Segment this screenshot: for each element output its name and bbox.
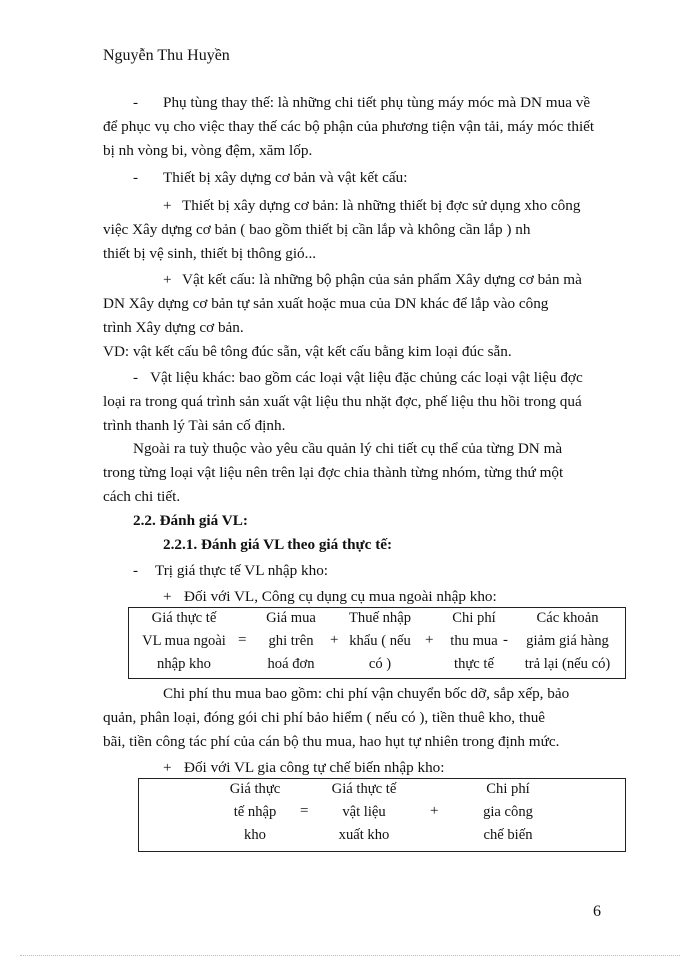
para-spare-parts-line3: bị nh vòng bi, vòng đệm, xăm lốp. [103, 142, 313, 159]
para-structure-line2: DN Xây dựng cơ bản tự sản xuất hoặc mua của DN khác để lắp vào công [103, 295, 549, 312]
para-equipment-line1: Thiết bị xây dựng cơ bản: là những thiết bị đợc sử dụng xho công [182, 197, 581, 214]
para-spare-parts-line1: Phụ tùng thay thế: là những chi tiết phụ tùng máy móc mà DN mua về [163, 94, 591, 111]
formula-term-issued-material-value: Giá thực tế vật liệu xuất kho [331, 781, 397, 843]
formula-term-discounts: Các khoản giảm giá hàng trả lại (nếu có) [524, 610, 611, 672]
formula-operator-plus: + [425, 632, 434, 648]
para-purchase-costs-line1: Chi phí thu mua bao gồm: chi phí vận chuyển bốc dỡ, sắp xếp, bảo [163, 685, 570, 702]
formula-operator-minus: - [503, 632, 508, 648]
formula-term-actual-value: Giá thực tế VL mua ngoài nhập kho [142, 610, 226, 672]
formula-term-actual-value: Giá thực tế nhập kho [229, 781, 281, 843]
bullet-dash: - [133, 369, 139, 386]
formula-operator-plus: + [330, 632, 339, 648]
footer-divider [20, 955, 680, 956]
para-moreover-line3: cách chi tiết. [103, 488, 181, 505]
formula-term-purchase-cost: Chi phí thu mua thực tế [450, 610, 498, 672]
bullet-plus: + [163, 197, 172, 214]
para-actual-value: Trị giá thực tế VL nhập kho: [155, 562, 329, 579]
para-equipment-line3: thiết bị vệ sinh, thiết bị thông gió... [103, 245, 317, 262]
bullet-dash: - [133, 169, 139, 186]
section-heading-2-2: 2.2. Đánh giá VL: [133, 512, 248, 529]
section-heading-2-2-1: 2.2.1. Đánh giá VL theo giá thực tế: [163, 536, 393, 553]
para-other-materials-line1: Vật liệu khác: bao gồm các loại vật liệu đặc chủng các loại vật liệu đợc [150, 369, 583, 386]
formula-term-processing-cost: Chi phí gia công chế biến [483, 781, 533, 843]
para-purchase-costs-line2: quản, phân loại, đóng gói chi phí bảo hiểm ( nếu có ), tiền thuê kho, thuê [103, 709, 546, 726]
formula-term-import-tax: Thuế nhập khẩu ( nếu có ) [348, 610, 411, 672]
formula-operator-equals: = [300, 803, 309, 819]
para-structure-line1: Vật kết cấu: là những bộ phận của sản phẩm Xây dựng cơ bản mà [182, 271, 582, 288]
formula-term-purchase-price: Giá mua ghi trên hoá đơn [266, 610, 316, 672]
para-other-materials-line2: loại ra trong quá trình sản xuất vật liệu thu nhặt đợc, phế liệu thu hồi trong quá [103, 393, 582, 410]
para-moreover-line1: Ngoài ra tuỳ thuộc vào yêu cầu quản lý chi tiết cụ thể của từng DN mà [133, 440, 563, 457]
para-other-materials-line3: trình thanh lý Tài sản cố định. [103, 417, 286, 434]
para-processed-materials: Đối với VL gia công tự chế biến nhập kho: [184, 759, 445, 776]
para-spare-parts-line2: để phục vụ cho việc thay thế các bộ phận của phương tiện vận tải, máy móc thiết [103, 118, 595, 135]
para-structure-line3: trình Xây dựng cơ bản. [103, 319, 244, 336]
formula-operator-equals: = [238, 632, 247, 648]
formula-operator-plus: + [430, 803, 439, 819]
para-purchased-materials: Đối với VL, Công cụ dụng cụ mua ngoài nhập kho: [184, 588, 497, 605]
bullet-plus: + [163, 271, 172, 288]
page-number: 6 [593, 903, 601, 920]
para-moreover-line2: trong từng loại vật liệu nên trên lại đợc chia thành từng nhóm, từng thứ một [103, 464, 564, 481]
para-construction-equipment: Thiết bị xây dựng cơ bản và vật kết cấu: [163, 169, 408, 186]
para-example: VD: vật kết cấu bê tông đúc sẵn, vật kết cấu bằng kim loại đúc sẵn. [103, 343, 512, 360]
bullet-dash: - [133, 94, 139, 111]
page-header-author: Nguyễn Thu Huyền [103, 47, 230, 64]
bullet-plus: + [163, 759, 172, 776]
bullet-dash: - [133, 562, 139, 579]
para-purchase-costs-line3: bãi, tiền công tác phí của cán bộ thu mua, hao hụt tự nhiên trong định mức. [103, 733, 560, 750]
bullet-plus: + [163, 588, 172, 605]
para-equipment-line2: việc Xây dựng cơ bản ( bao gồm thiết bị cần lắp và không cần lắp ) nh [103, 221, 531, 238]
